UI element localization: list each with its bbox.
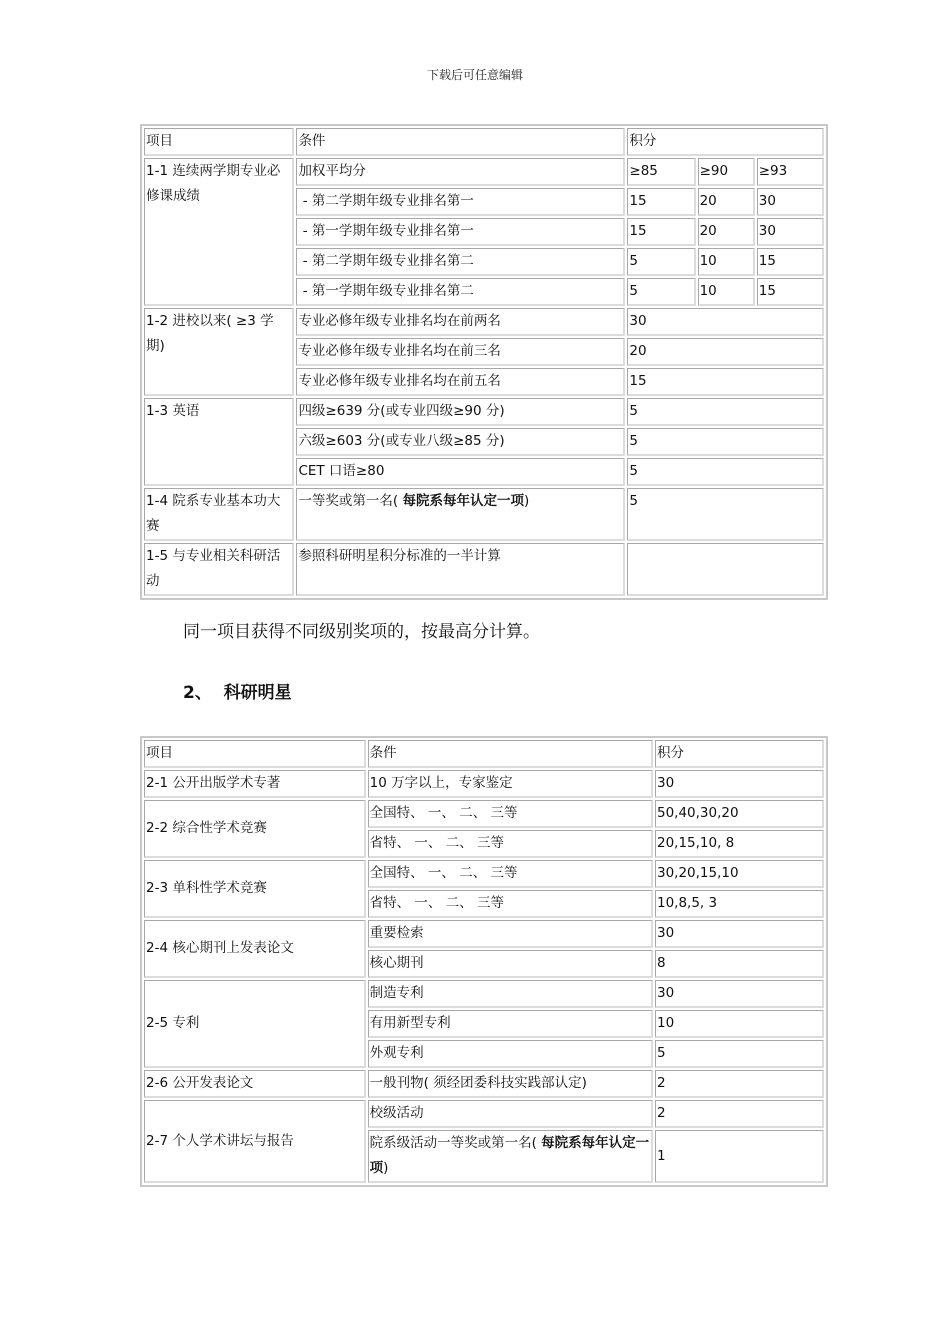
item-1-2: 1-2 进校以来( ≥3 学期) [144, 308, 294, 396]
condition-bold-text: 每院系每年认定一项 [402, 493, 524, 509]
score-cell: 15 [757, 278, 824, 306]
condition-cell: - 第一学期年级专业排名第二 [296, 278, 625, 306]
condition-cell: 参照科研明星积分标准的一半计算 [296, 543, 625, 596]
condition-cell: 加权平均分 [296, 158, 625, 186]
table-row [144, 308, 824, 336]
condition-cell: 制造专利 [368, 980, 653, 1008]
condition-cell: 核心期刊 [368, 950, 653, 978]
condition-cell [368, 1130, 653, 1183]
score-cell: 15 [627, 368, 824, 396]
table-row [144, 980, 824, 1008]
condition-cell: - 第二学期年级专业排名第二 [296, 248, 625, 276]
item-2-6: 2-6 公开发表论文 [144, 1070, 366, 1098]
condition-cell: 省特、 一、 二、 三等 [368, 890, 653, 918]
condition-cell: 四级≥639 分(或专业四级≥90 分) [296, 398, 625, 426]
threshold-93: ≥93 [757, 158, 824, 186]
score-cell: 30 [757, 218, 824, 246]
score-cell: 15 [627, 218, 695, 246]
condition-cell: 专业必修年级专业排名均在前五名 [296, 368, 625, 396]
condition-cell: 校级活动 [368, 1100, 653, 1128]
header-item: 项目 [144, 740, 366, 768]
condition-text: 院系级活动一等奖或第一名( [369, 1135, 542, 1151]
condition-cell: 全国特、 一、 二、 三等 [368, 800, 653, 828]
item-2-7: 2-7 个人学术讲坛与报告 [144, 1100, 366, 1183]
header-score: 积分 [655, 740, 824, 768]
section-title: 科研明星 [223, 683, 292, 703]
page-header: 下载后可任意编辑 [426, 68, 523, 82]
score-cell: 2 [655, 1100, 824, 1128]
score-cell: 15 [757, 248, 824, 276]
item-2-2: 2-2 综合性学术竞赛 [144, 800, 366, 858]
score-cell: 30 [655, 770, 824, 798]
score-cell: 8 [655, 950, 824, 978]
condition-cell: - 第二学期年级专业排名第一 [296, 188, 625, 216]
condition-cell: 外观专利 [368, 1040, 653, 1068]
score-cell: 20 [698, 188, 755, 216]
score-cell: 50,40,30,20 [655, 800, 824, 828]
score-cell: 20 [627, 338, 824, 366]
score-cell: 5 [627, 248, 695, 276]
condition-text-end: ) [383, 1160, 389, 1176]
threshold-90: ≥90 [698, 158, 755, 186]
score-cell: 10 [655, 1010, 824, 1038]
condition-cell: 专业必修年级专业排名均在前三名 [296, 338, 625, 366]
item-2-3: 2-3 单科性学术竞赛 [144, 860, 366, 918]
table-row [144, 398, 824, 426]
table-row [144, 770, 824, 798]
table-row [144, 1100, 824, 1128]
score-cell: 5 [627, 428, 824, 456]
table-research-star-criteria [140, 736, 828, 1187]
table-student-scholar-criteria [140, 124, 828, 600]
condition-bold-text: 每院系每年认定一项 [369, 1135, 650, 1176]
threshold-85: ≥85 [627, 158, 695, 186]
condition-cell: 一般刊物( 须经团委科技实践部认定) [368, 1070, 653, 1098]
score-cell: 5 [627, 488, 824, 541]
score-cell: 15 [627, 188, 695, 216]
header-condition: 条件 [296, 128, 625, 156]
table-header-row [144, 128, 824, 156]
score-cell: 5 [655, 1040, 824, 1068]
item-1-3: 1-3 英语 [144, 398, 294, 486]
score-cell: 30 [627, 308, 824, 336]
condition-cell: 省特、 一、 二、 三等 [368, 830, 653, 858]
condition-text-end: ) [524, 493, 530, 509]
condition-cell: 专业必修年级专业排名均在前两名 [296, 308, 625, 336]
condition-cell: 重要检索 [368, 920, 653, 948]
score-cell: 30,20,15,10 [655, 860, 824, 888]
score-cell: 10 [698, 248, 755, 276]
item-1-5: 1-5 与专业相关科研活动 [144, 543, 294, 596]
score-cell: 10 [698, 278, 755, 306]
item-2-1: 2-1 公开出版学术专著 [144, 770, 366, 798]
table-row [144, 920, 824, 948]
table-header-row [144, 740, 824, 768]
condition-cell: 全国特、 一、 二、 三等 [368, 860, 653, 888]
score-cell-empty [627, 543, 824, 596]
item-2-4: 2-4 核心期刊上发表论文 [144, 920, 366, 978]
table-row [144, 488, 824, 541]
header-condition: 条件 [368, 740, 653, 768]
score-cell: 10,8,5, 3 [655, 890, 824, 918]
table-row [144, 860, 824, 888]
score-cell: 2 [655, 1070, 824, 1098]
table-row [144, 543, 824, 596]
score-cell: 30 [655, 980, 824, 1008]
score-cell: 20,15,10, 8 [655, 830, 824, 858]
score-cell: 5 [627, 278, 695, 306]
condition-cell: - 第一学期年级专业排名第一 [296, 218, 625, 246]
item-1-4: 1-4 院系专业基本功大赛 [144, 488, 294, 541]
condition-cell: 10 万字以上，专家鉴定 [368, 770, 653, 798]
score-cell: 1 [655, 1130, 824, 1183]
item-1-1: 1-1 连续两学期专业必修课成绩 [144, 158, 294, 306]
condition-cell: 六级≥603 分(或专业八级≥85 分) [296, 428, 625, 456]
score-cell: 20 [698, 218, 755, 246]
header-item: 项目 [144, 128, 294, 156]
table-row [144, 800, 824, 828]
score-cell: 30 [655, 920, 824, 948]
table-row [144, 158, 824, 186]
condition-cell: CET 口语≥80 [296, 458, 625, 486]
condition-text: 一等奖或第一名( [298, 493, 403, 509]
condition-cell [296, 488, 625, 541]
score-cell: 30 [757, 188, 824, 216]
table-row [144, 1070, 824, 1098]
header-score: 积分 [627, 128, 824, 156]
score-cell: 5 [627, 458, 824, 486]
section-heading [183, 678, 292, 703]
score-cell: 5 [627, 398, 824, 426]
note-text: 同一项目获得不同级别奖项的，按最高分计算。 [183, 622, 540, 642]
condition-cell: 有用新型专利 [368, 1010, 653, 1038]
section-number: 2、 [183, 683, 212, 703]
item-2-5: 2-5 专利 [144, 980, 366, 1068]
